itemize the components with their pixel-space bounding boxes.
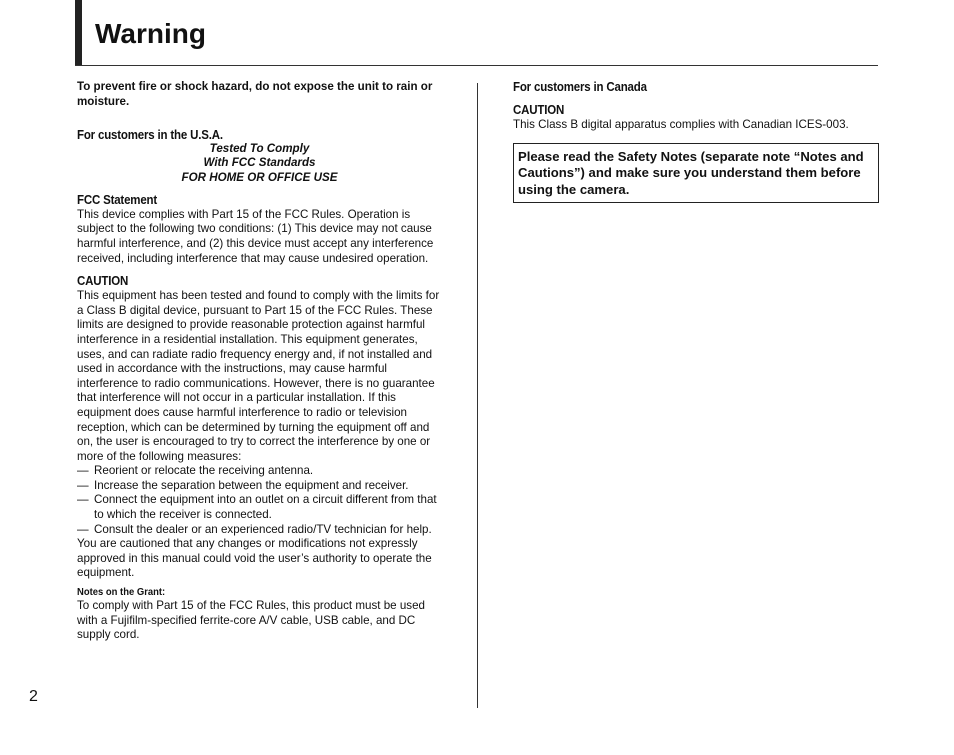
title-accent-rule <box>75 0 82 65</box>
fcc-line: Tested To Comply <box>209 142 310 156</box>
right-column <box>513 80 879 203</box>
list-item: — Consult the dealer or an experienced radio/TV technician for help. <box>77 522 432 536</box>
list-item: — Reorient or relocate the receiving antenna. <box>77 464 314 478</box>
caution-heading: CAUTION <box>77 274 129 289</box>
title-bar <box>75 0 878 66</box>
page-number: 2 <box>29 688 38 705</box>
grant-heading: Notes on the Grant: <box>77 586 166 599</box>
list-item: — Increase the separation between the equipment and receiver. <box>77 478 409 492</box>
fcc-statement-heading: FCC Statement <box>77 192 158 207</box>
left-column <box>77 80 442 643</box>
fcc-line: With FCC Standards <box>203 156 316 170</box>
fcc-statement-text: This device complies with Part 15 of the FCC Rules. Operation is subject to the following two conditions: (1) This device may not cause harmful interference, and (2) this device must accept any interference received, including interference that may cause undesired operation. <box>77 207 434 265</box>
safety-notes-box: Please read the Safety Notes (separate note “Notes and Cautions”) and make sure you understand them before using the camera. <box>513 143 879 204</box>
list-item: — Connect the equipment into an outlet on a circuit different from that to which the receiver is connected. <box>77 493 437 522</box>
fcc-line: FOR HOME OR OFFICE USE <box>181 170 338 184</box>
fcc-compliance-mark <box>77 142 442 185</box>
modification-warning: You are cautioned that any changes or modifications not expressly approved in this manual could void the user’s authority to operate the equipment. <box>77 537 432 580</box>
page-title: Warning <box>95 18 206 49</box>
usa-heading: For customers in the U.S.A. <box>77 128 223 143</box>
canada-caution-heading: CAUTION <box>513 103 565 117</box>
caution-text: This equipment has been tested and found to comply with the limits for a Class B digital device, pursuant to Part 15 of the FCC Rules. These limits are designed to provide reasonable protection against harmful interference in a residential installation. This equipment generates, uses, and can radiate radio frequency energy and, if not installed and used in accordance with the instructions, may cause harmful interference to radio communications. However, there is no guarantee that interference will not occur in a particular installation. If this equipment does cause harmful interference to radio or television reception, which can be determined by turning the equipment off and on, the user is encouraged to try to correct the interference by one or more of the following measures: <box>77 289 440 463</box>
grant-text: To comply with Part 15 of the FCC Rules, this product must be used with a Fujifilm-specified ferrite-core A/V cable, USB cable, and DC supply cord. <box>77 599 425 642</box>
canada-heading: For customers in Canada <box>513 80 647 94</box>
hazard-warning: To prevent fire or shock hazard, do not expose the unit to rain or moisture. <box>77 80 433 108</box>
measures-list <box>77 464 442 537</box>
canada-caution-text: This Class B digital apparatus complies with Canadian ICES-003. <box>513 118 849 131</box>
column-divider <box>477 83 478 708</box>
